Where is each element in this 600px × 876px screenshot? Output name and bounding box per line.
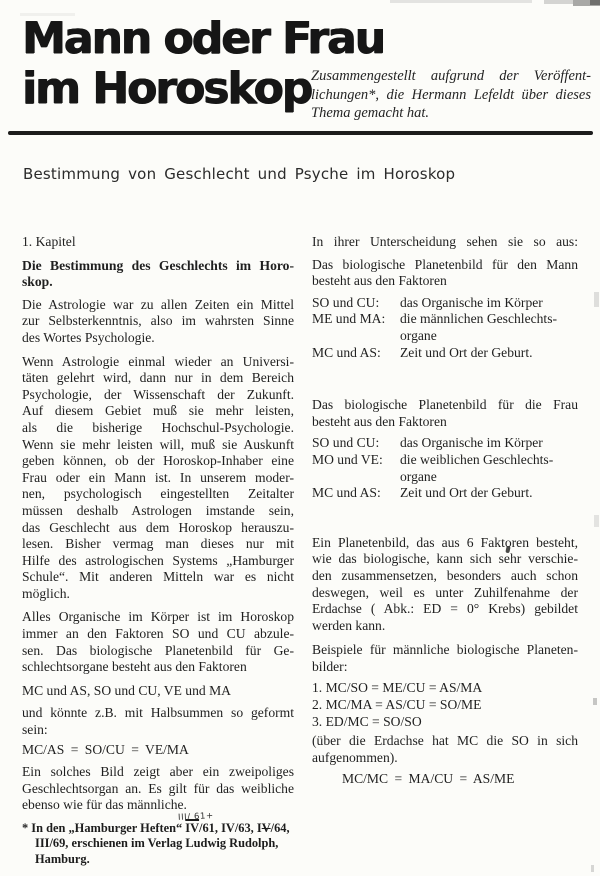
definition-term: MO und VE:: [312, 451, 383, 467]
spacer: [312, 502, 578, 535]
handwritten-annotation: III/ 61+: [177, 811, 215, 823]
article-title-line2: im Horoskop: [22, 63, 312, 114]
definition-row: [312, 485, 578, 502]
paragraph: Ein solches Bild zeigt aber ein zweipoliges Geschlechtsorgan an. Es gilt für das weibliche ebenso wie für das männliche.: [22, 764, 294, 813]
formula-line: MC/MC = MA/CU = AS/ME: [342, 771, 515, 787]
footnote-struck-numeral: V: [261, 821, 271, 835]
paragraph: Das biologische Planetenbild für den Mann besteht aus den Faktoren: [312, 256, 578, 289]
definition-row: [312, 435, 578, 452]
right-column: [312, 234, 578, 821]
definition-term: SO und CU:: [312, 435, 380, 451]
definition-row: [312, 295, 578, 312]
header-divider: [8, 131, 593, 135]
definition-list-woman: [312, 435, 578, 501]
definition-row: [312, 345, 578, 362]
article-title-line1: Mann oder Frau: [22, 13, 384, 64]
definition-term: ME und MA:: [312, 311, 386, 327]
definition-text: Zeit und Ort der Geburt.: [400, 485, 533, 501]
definition-text: Zeit und Ort der Geburt.: [400, 344, 533, 360]
definition-text: das Organische im Körper: [400, 294, 543, 310]
definition-text: das Organische im Körper: [400, 435, 543, 451]
section-heading: Bestimmung von Geschlecht und Psyche im Horoskop: [23, 165, 456, 183]
footnote-overlined-numeral: III/ 61+ IV: [177, 811, 215, 835]
definition-term: MC und AS:: [312, 485, 381, 501]
paragraph: Alles Organische im Körper ist im Horoskop immer an den Faktoren SO und CU abzule- sen. Das biologische Planetenbild für Ge- schlechtsorgane besteht aus den Faktoren: [22, 609, 294, 675]
paragraph: und könnte z.B. mit Halbsummen so geformt sein:: [22, 705, 294, 738]
footnote: [22, 811, 320, 867]
left-column: [22, 234, 294, 821]
factor-list-line: MC und AS, SO und CU, VE und MA: [22, 682, 231, 698]
definition-text: die weiblichen Geschlechts- organe: [400, 451, 554, 484]
body-columns: [22, 234, 578, 821]
scan-artifact: [594, 515, 599, 527]
footnote-line: III/69, erschienen im Verlag Ludwig Rudolph,: [35, 836, 279, 851]
example-formula-list: 1. MC/SO = ME/CU = AS/MA 2. MC/MA = AS/CU = SO/ME 3. ED/MC = SO/SO: [312, 680, 483, 729]
paragraph: Die Astrologie war zu allen Zeiten ein Mittel zur Selbsterkenntnis, also im wahrsten Sinne des Wortes Psychologie.: [22, 296, 294, 345]
definition-row: [312, 452, 578, 485]
footnote-line: [22, 811, 320, 836]
scan-artifact: [594, 292, 599, 307]
paragraph: (über die Erdachse hat MC die SO in sich aufgenommen).: [312, 733, 578, 765]
scan-artifact: [591, 865, 594, 872]
paragraph-heading: Die Bestimmung des Geschlechts im Horo- skop.: [22, 257, 294, 290]
chapter-label: 1. Kapitel: [22, 234, 76, 249]
scan-artifact: [590, 0, 600, 5]
article-subtitle: Zusammengestellt aufgrund der Veröffent- lichungen*, die Hermann Lefeldt über dieses Thema gemacht hat.: [311, 68, 591, 121]
definition-text: die männlichen Geschlechts- organe: [400, 311, 558, 343]
scan-artifact: [390, 0, 532, 3]
definition-term: MC und AS:: [312, 344, 381, 360]
footnote-text: * In den „Hamburger Heften“: [22, 821, 186, 835]
formula-line: MC/AS = SO/CU = VE/MA: [22, 741, 189, 757]
definition-list-man: [312, 295, 578, 361]
paragraph: Ein Planetenbild, das aus 6 Faktoren besteht, wie das biologische, kann sich sehr verschie- den zusammensetzen, besonders auch schon deswegen, weil es unter Zuhilfenahme der Erdachse ( Abk.: ED = 0° Krebs) gebildet werden kann.: [312, 534, 578, 633]
footnote-text: /61, IV/63, I: [199, 821, 262, 835]
footnote-text: /64,: [270, 821, 290, 835]
definition-row: [312, 311, 578, 344]
paragraph: Das biologische Planetenbild für die Frau besteht aus den Faktoren: [312, 397, 578, 429]
definition-term: SO und CU:: [312, 294, 380, 310]
footnote-line: Hamburg.: [35, 851, 90, 866]
paragraph: Beispiele für männliche biologische Planeten- bilder:: [312, 642, 578, 674]
paragraph: Wenn Astrologie einmal wieder an Universi- täten gelehrt wird, dann nur in dem Bereich Psychologie, der Wissenschaft der Zukunft. Auf diesem Gebiet muß sie mehr leisten, als die bisherige Hochschul-Psychologie. Wenn sie mehr leisten will, muß sie Auskunft geben können, ob der Horoskop-Inhaber eine Frau oder ein Mann ist. In unserem moder- nen, psychologisch eingestellten Zeitalter müssen deshalb Astrologen imstande sein, das Geschlecht aus dem Horoskop herauszu- lesen. Bisher vermag man dieses nur mit Hilfe des astrologischen Systems „Hamburger Schule“. Mit anderen Mitteln war es nicht möglich.: [22, 353, 294, 601]
spacer: [312, 361, 578, 397]
scan-artifact: [593, 698, 597, 705]
intro-line: In ihrer Unterscheidung sehen sie so aus:: [312, 234, 578, 249]
